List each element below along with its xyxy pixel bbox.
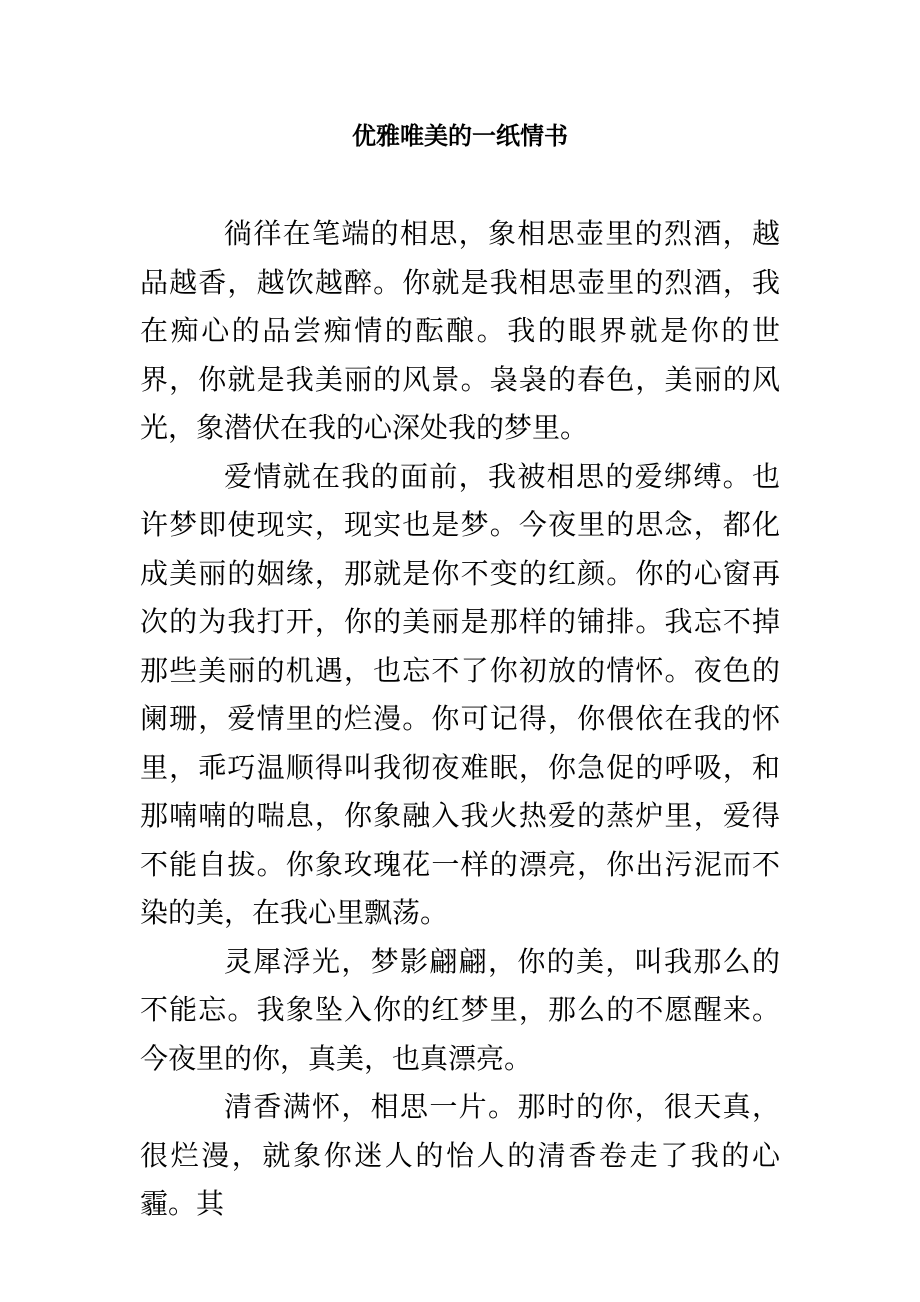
paragraph: 爱情就在我的面前，我被相思的爱绑缚。也许梦即使现实，现实也是梦。今夜里的思念，都化成美丽的姻缘，那就是你不变的红颜。你的心窗再次的为我打开，你的美丽是那样的铺排。我忘不掉那些美丽的机遇，也忘不了你初放的情怀。夜色的阑珊，爱情里的烂漫。你可记得，你偎依在我的怀里，乖巧温顺得叫我彻夜难眠，你急促的呼吸，和那喃喃的喘息，你象融入我火热爱的蒸炉里，爱得不能自拔。你象玫瑰花一样的漂亮，你出污泥而不染的美，在我心里飘荡。 xyxy=(140,459,780,929)
document-title: 优雅唯美的一纸情书 xyxy=(352,121,568,150)
document-body xyxy=(140,210,780,1229)
paragraph: 徜徉在笔端的相思，象相思壶里的烈酒，越品越香，越饮越醉。你就是我相思壶里的烈酒，我在痴心的品尝痴情的酝酿。我的眼界就是你的世界，你就是我美丽的风景。袅袅的春色，美丽的风光，象潜伏在我的心深处我的梦里。 xyxy=(140,217,780,444)
paragraph: 灵犀浮光，梦影翩翩，你的美，叫我那么的不能忘。我象坠入你的红梦里，那么的不愿醒来。今夜里的你，真美，也真漂亮。 xyxy=(140,944,780,1075)
paragraph: 清香满怀，相思一片。那时的你，很天真，很烂漫，就象你迷人的怡人的清香卷走了我的心霾。其 xyxy=(140,1090,780,1220)
